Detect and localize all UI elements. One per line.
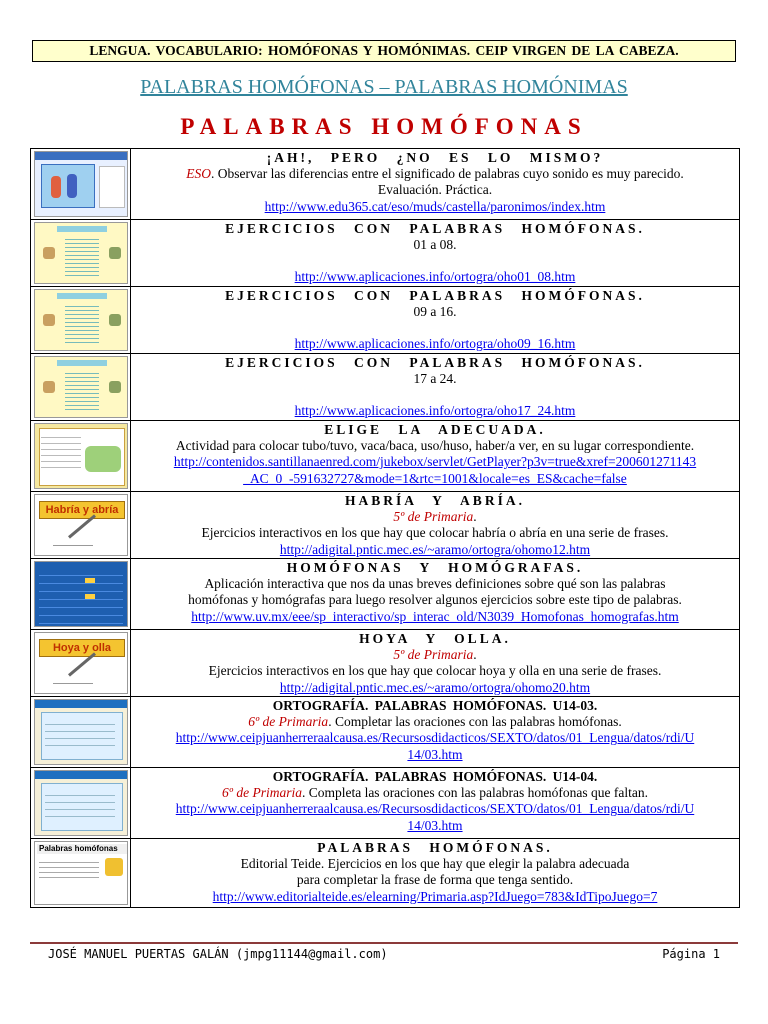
- grade-label: 5º de Primaria: [393, 509, 474, 525]
- level-label: ESO: [186, 166, 212, 182]
- row-description: Ejercicios interactivos en los que hay que colocar hoya y olla en una serie de frases.: [208, 663, 662, 679]
- row-heading: EJERCICIOS CON PALABRAS HOMÓFONAS.: [225, 221, 645, 236]
- row-heading: HABRÍA Y ABRÍA.: [345, 493, 525, 508]
- row-description: Aplicación interactiva que nos da unas breves definiciones sobre qué son las palabras: [204, 576, 666, 592]
- page-footer: [48, 947, 720, 961]
- row-heading: HOYA Y OLLA.: [359, 631, 511, 646]
- row-description: [135, 785, 735, 801]
- row-description: Editorial Teide. Ejercicios en los que hay que elegir la palabra adecuada: [240, 856, 630, 872]
- row-description: 09 a 16.: [413, 304, 457, 320]
- page-title: PALABRAS HOMÓFONAS: [180, 114, 588, 139]
- resource-table: [30, 148, 740, 908]
- row-content: [131, 354, 739, 420]
- table-row: [31, 492, 739, 559]
- table-row: [31, 697, 739, 768]
- oho09-thumbnail: [34, 289, 128, 351]
- thumbnail-cell: [31, 421, 131, 491]
- table-row: [31, 149, 739, 220]
- footer-author: JOSÉ MANUEL PUERTAS GALÁN (jmpg11144@gmail.com): [48, 947, 388, 961]
- row-content: [131, 630, 739, 696]
- table-row: [31, 354, 739, 421]
- resource-link[interactable]: http://www.edu365.cat/eso/muds/castella/paronimos/index.htm: [264, 198, 606, 214]
- grade-suffix: .: [473, 647, 477, 663]
- resource-link-cont[interactable]: 14/03.htm: [407, 746, 463, 762]
- table-row: [31, 839, 739, 907]
- resource-link[interactable]: http://adigital.pntic.mec.es/~aramo/ortogra/ohomo12.htm: [279, 541, 591, 557]
- thumbnail-cell: [31, 697, 131, 767]
- oho01-thumbnail: [34, 222, 128, 284]
- resource-link[interactable]: http://www.aplicaciones.info/ortogra/oho01_08.htm: [294, 269, 576, 285]
- description-text: . Observar las diferencias entre el significado de palabras cuyo sonido es muy parecido.: [211, 166, 684, 182]
- row-content: [131, 421, 739, 491]
- resource-link[interactable]: http://www.ceipjuanherreraalcausa.es/Recursosdidacticos/SEXTO/datos/01_Lengua/datos/rdi/U: [175, 730, 695, 746]
- grade-label: 5º de Primaria: [393, 647, 474, 663]
- row-content: [131, 220, 739, 286]
- footer-divider: [30, 942, 738, 944]
- row-description: 01 a 08.: [413, 237, 457, 253]
- thumbnail-cell: [31, 149, 131, 219]
- thumbnail-cell: [31, 220, 131, 286]
- row-content: [131, 492, 739, 558]
- row-description: Actividad para colocar tubo/tuvo, vaca/baca, uso/huso, haber/a ver, en su lugar correspondiente.: [175, 438, 695, 454]
- table-row: [31, 630, 739, 697]
- row-description: 17 a 24.: [413, 371, 457, 387]
- row-heading: EJERCICIOS CON PALABRAS HOMÓFONAS.: [225, 355, 645, 370]
- row-content: [131, 697, 739, 767]
- resource-link-cont[interactable]: _AC_0_-591632727&mode=1&rtc=1001&locale=es_ES&cache=false: [243, 470, 627, 486]
- row-description: [135, 166, 735, 182]
- eso-thumbnail: [34, 151, 128, 217]
- grade-suffix: .: [473, 509, 477, 525]
- resource-link[interactable]: http://www.aplicaciones.info/ortogra/oho17_24.htm: [294, 403, 576, 419]
- teide-thumbnail: Palabras homófonas: [34, 841, 128, 905]
- row-heading: HOMÓFONAS Y HOMÓGRAFAS.: [286, 560, 584, 575]
- hoya-olla-thumbnail: Hoya y olla: [34, 632, 128, 694]
- table-row: [31, 768, 739, 839]
- row-content: [131, 768, 739, 838]
- row-heading: PALABRAS HOMÓFONAS.: [317, 840, 553, 855]
- row-description-2: homófonas y homógrafas para luego resolver algunos ejercicios sobre este tipo de palabras.: [188, 592, 682, 608]
- table-row: [31, 287, 739, 354]
- oho17-thumbnail: [34, 356, 128, 418]
- resource-link[interactable]: http://www.aplicaciones.info/ortogra/oho09_16.htm: [294, 336, 576, 352]
- row-heading: ORTOGRAFÍA. PALABRAS HOMÓFONAS. U14-03.: [272, 698, 598, 713]
- resource-link[interactable]: http://www.editorialteide.es/elearning/Primaria.asp?IdJuego=783&IdTipoJuego=7: [212, 888, 658, 904]
- row-heading: ¡AH!, PERO ¿NO ES LO MISMO?: [266, 150, 604, 165]
- resource-link[interactable]: http://contenidos.santillanaenred.com/jukebox/servlet/GetPlayer?p3v=true&xref=200601271143: [173, 454, 697, 470]
- thumbnail-cell: [31, 354, 131, 420]
- page-subtitle: PALABRAS HOMÓFONAS – PALABRAS HOMÓNIMAS: [140, 76, 628, 98]
- row-content: [131, 559, 739, 629]
- row-heading: ELIGE LA ADECUADA.: [324, 422, 546, 437]
- resource-link[interactable]: http://adigital.pntic.mec.es/~aramo/ortogra/ohomo20.htm: [279, 679, 591, 695]
- habria-abria-thumbnail: Habría y abría: [34, 494, 128, 556]
- resource-link[interactable]: http://www.uv.mx/eee/sp_interactivo/sp_interac_old/N3039_Homofonas_homografas.htm: [191, 608, 679, 624]
- u14-04-thumbnail: [34, 770, 128, 836]
- row-content: [131, 149, 739, 219]
- thumbnail-cell: [31, 839, 131, 907]
- table-row: [31, 220, 739, 287]
- thumbnail-cell: [31, 768, 131, 838]
- thumbnail-cell: [31, 287, 131, 353]
- grade-line: [135, 647, 735, 663]
- grade-line: [135, 509, 735, 525]
- row-description: Ejercicios interactivos en los que hay que colocar habría o abría en una serie de frases.: [201, 525, 669, 541]
- row-description: [135, 714, 735, 730]
- row-heading: ORTOGRAFÍA. PALABRAS HOMÓFONAS. U14-04.: [272, 769, 598, 784]
- thumbnail-cell: [31, 559, 131, 629]
- u14-03-thumbnail: [34, 699, 128, 765]
- description-text: . Completar las oraciones con las palabras homófonas.: [328, 714, 622, 730]
- table-row: [31, 421, 739, 492]
- resource-link-cont[interactable]: 14/03.htm: [407, 817, 463, 833]
- santillana-thumbnail: [34, 423, 128, 489]
- row-content: [131, 287, 739, 353]
- thumbnail-cell: [31, 492, 131, 558]
- level-label: 6º de Primaria: [248, 714, 329, 730]
- description-text: . Completa las oraciones con las palabras homófonas que faltan.: [301, 785, 648, 801]
- row-description-2: para completar la frase de forma que tenga sentido.: [296, 872, 574, 888]
- level-label: 6º de Primaria: [222, 785, 302, 801]
- page-number: Página 1: [662, 947, 720, 961]
- row-description-2: Evaluación. Práctica.: [377, 182, 493, 198]
- resource-link[interactable]: http://www.ceipjuanherreraalcausa.es/Recursosdidacticos/SEXTO/datos/01_Lengua/datos/rdi/U: [175, 801, 695, 817]
- row-content: [131, 839, 739, 907]
- homografas-thumbnail: [34, 561, 128, 627]
- thumbnail-cell: [31, 630, 131, 696]
- header-banner: LENGUA. VOCABULARIO: HOMÓFONAS Y HOMÓNIMAS. CEIP VIRGEN DE LA CABEZA.: [32, 40, 736, 62]
- table-row: [31, 559, 739, 630]
- row-heading: EJERCICIOS CON PALABRAS HOMÓFONAS.: [225, 288, 645, 303]
